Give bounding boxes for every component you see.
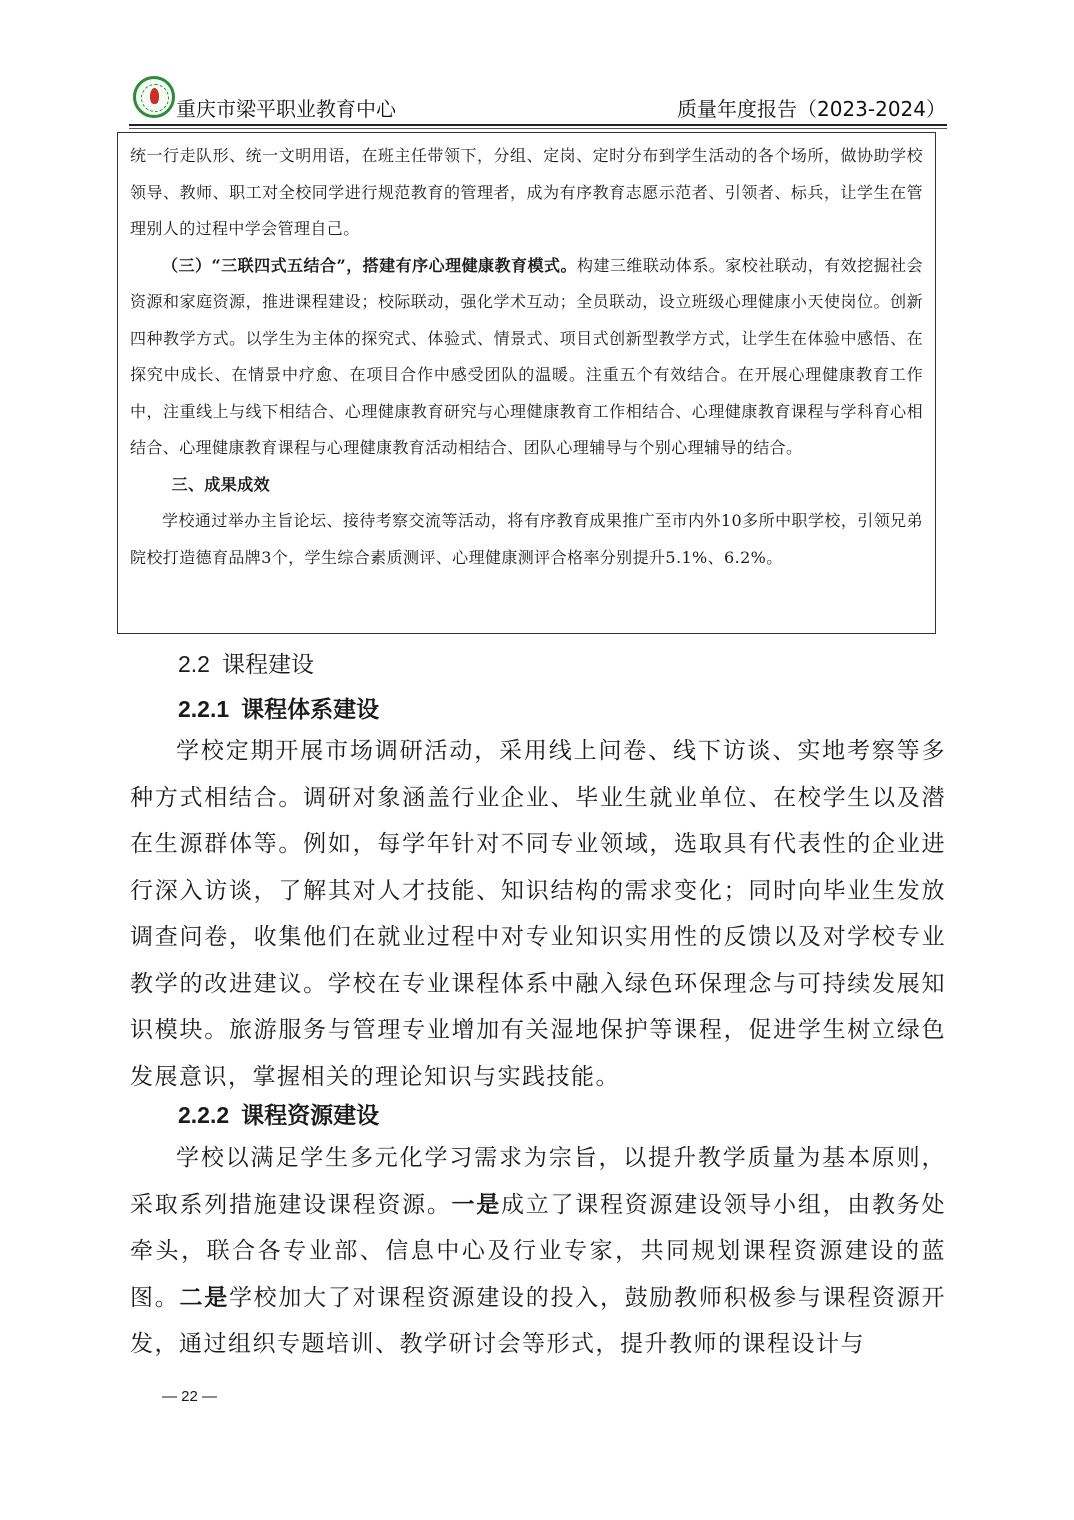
body-text: 学校以满足学生多元化学习需求为宗旨，以提升教学质量为基本原则，采取系列措施建设课程资源。 <box>130 1145 946 1218</box>
page-header <box>0 0 1074 130</box>
subsection-title: 课程资源建设 <box>241 1102 380 1129</box>
header-divider-thin <box>129 128 947 129</box>
box-bold-lead: （三）“三联四式五结合”，搭建有序心理健康教育模式。 <box>162 255 577 275</box>
subsection-heading <box>178 1097 379 1130</box>
body-bold-marker: 一是 <box>451 1190 502 1218</box>
subsection-title: 课程体系建设 <box>241 696 380 723</box>
school-name: 重庆市梁平职业教育中心 <box>176 97 396 121</box>
body-paragraph <box>130 1135 946 1368</box>
page-number: — 22 — <box>162 1388 218 1405</box>
box-paragraph <box>130 248 923 467</box>
report-title: 质量年度报告（2023-2024） <box>676 97 946 121</box>
section-number: 2.2 <box>178 651 210 677</box>
subsection-number: 2.2.1 <box>178 696 230 722</box>
body-bold-marker: 二是 <box>179 1283 229 1311</box>
box-paragraph: 学校通过举办主旨论坛、接待考察交流等活动，将有序教育成果推广至市内外10多所中职学校，引领兄弟院校打造德育品牌3个，学生综合素质测评、心理健康测评合格率分别提升5.1%、6.2%。 <box>130 511 923 567</box>
body-text: 学校加大了对课程资源建设的投入，鼓励教师积极参与课程资源开发，通过组织专题培训、教学研讨会等形式，提升教师的课程设计与 <box>130 1284 946 1357</box>
case-study-box <box>117 132 936 634</box>
section-heading <box>178 646 314 679</box>
box-heading: 三、成果成效 <box>171 474 270 494</box>
box-paragraph-text: 构建三维联动体系。家校社联动，有效挖掘社会资源和家庭资源，推进课程建设；校际联动，强化学术互动；全员联动，设立班级心理健康小天使岗位。创新四种教学方式。以学生为主体的探究式、体验式、情景式、项目式创新型教学方式，让学生在体验中感悟、在探究中成长、在情景中疗愈、在项目合作中感受团队的温暖。注重五个有效结合。在开展心理健康教育工作中，注重线上与线下相结合、心理健康教育研究与心理健康教育工作相结合、心理健康教育课程与学科育心相结合、心理健康教育课程与心理健康教育活动相结合、团队心理辅导与个别心理辅导的结合。 <box>130 255 923 457</box>
header-divider <box>129 124 947 126</box>
body-paragraph: 学校定期开展市场调研活动，采用线上问卷、线下访谈、实地考察等多种方式相结合。调研对象涵盖行业企业、毕业生就业单位、在校学生以及潜在生源群体等。例如，每学年针对不同专业领域，选取具有代表性的企业进行深入访谈，了解其对人才技能、知识结构的需求变化；同时向毕业生发放调查问卷，收集他们在就业过程中对专业知识实用性的反馈以及对学校专业教学的改进建议。学校在专业课程体系中融入绿色环保理念与可持续发展知识模块。旅游服务与管理专业增加有关湿地保护等课程，促进学生树立绿色发展意识，掌握相关的理论知识与实践技能。 <box>130 738 946 1090</box>
subsection-heading <box>178 691 379 724</box>
school-logo-icon <box>133 76 175 118</box>
subsection-number: 2.2.2 <box>178 1102 230 1128</box>
body-text: 成立了课程资源建设领导小组，由教务处牵头，联合各专业部、信息中心及行业专家，共同规划课程资源建设的蓝图。 <box>130 1191 946 1311</box>
box-paragraph: 统一行走队形、统一文明用语，在班主任带领下，分组、定岗、定时分布到学生活动的各个场所，做协助学校领导、教师、职工对全校同学进行规范教育的管理者，成为有序教育志愿示范者、引领者、标兵，让学生在管理别人的过程中学会管理自己。 <box>130 146 923 238</box>
section-title: 课程建设 <box>221 652 314 678</box>
